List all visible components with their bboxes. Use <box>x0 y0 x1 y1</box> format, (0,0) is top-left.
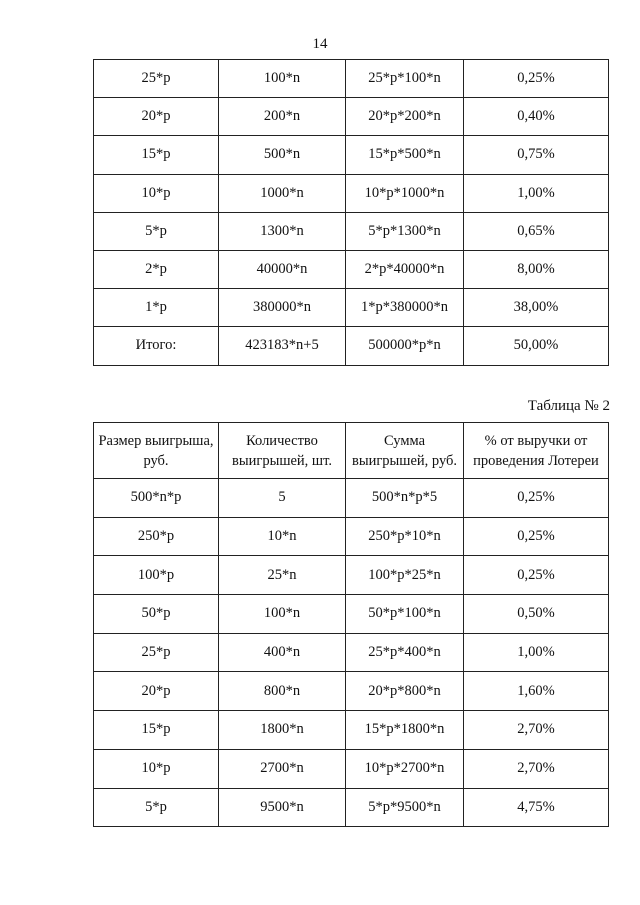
cell-revenue-percent: 38,00% <box>464 289 609 327</box>
cell-prize-size: 10*р <box>94 749 219 788</box>
cell-prize-count: 423183*n+5 <box>219 327 346 365</box>
header-revenue-percent: % от выручки от проведения Лотереи <box>464 423 609 479</box>
cell-revenue-percent: 0,75% <box>464 136 609 174</box>
cell-prize-sum: 500000*р*n <box>346 327 464 365</box>
cell-revenue-percent: 50,00% <box>464 327 609 365</box>
cell-prize-count: 2700*n <box>219 749 346 788</box>
cell-prize-sum: 250*р*10*n <box>346 517 464 556</box>
table-header-row <box>94 423 609 479</box>
prize-table-continued <box>93 59 609 366</box>
cell-prize-sum: 5*р*1300*n <box>346 212 464 250</box>
table-row <box>94 749 609 788</box>
cell-prize-sum: 100*р*25*n <box>346 556 464 595</box>
cell-prize-size: 10*р <box>94 174 219 212</box>
cell-prize-size: 250*р <box>94 517 219 556</box>
cell-revenue-percent: 1,60% <box>464 672 609 711</box>
cell-prize-size: 1*р <box>94 289 219 327</box>
cell-prize-count: 5 <box>219 479 346 518</box>
cell-prize-count: 200*n <box>219 98 346 136</box>
cell-revenue-percent: 2,70% <box>464 711 609 750</box>
cell-prize-sum: 20*р*200*n <box>346 98 464 136</box>
table-row <box>94 136 609 174</box>
cell-prize-sum: 10*р*1000*n <box>346 174 464 212</box>
cell-prize-size: 5*р <box>94 788 219 827</box>
table-row <box>94 212 609 250</box>
table-caption: Таблица № 2 <box>527 398 610 414</box>
prize-table-2-body <box>94 479 609 827</box>
cell-prize-size: 2*р <box>94 250 219 288</box>
cell-prize-sum: 20*р*800*n <box>346 672 464 711</box>
cell-prize-sum: 25*р*400*n <box>346 633 464 672</box>
cell-prize-count: 100*n <box>219 60 346 98</box>
cell-prize-sum: 2*р*40000*n <box>346 250 464 288</box>
cell-prize-sum: 15*р*500*n <box>346 136 464 174</box>
cell-prize-size: 500*n*р <box>94 479 219 518</box>
cell-prize-sum: 50*р*100*n <box>346 595 464 634</box>
cell-prize-size: 5*р <box>94 212 219 250</box>
cell-prize-size: 100*р <box>94 556 219 595</box>
prize-table-2 <box>93 422 609 827</box>
cell-revenue-percent: 0,65% <box>464 212 609 250</box>
cell-revenue-percent: 0,25% <box>464 556 609 595</box>
cell-prize-sum: 15*р*1800*n <box>346 711 464 750</box>
cell-revenue-percent: 4,75% <box>464 788 609 827</box>
cell-prize-count: 1800*n <box>219 711 346 750</box>
cell-prize-size: 20*р <box>94 672 219 711</box>
cell-revenue-percent: 1,00% <box>464 174 609 212</box>
cell-prize-count: 100*n <box>219 595 346 634</box>
cell-prize-count: 25*n <box>219 556 346 595</box>
table-row <box>94 672 609 711</box>
table-row <box>94 250 609 288</box>
cell-prize-sum: 5*р*9500*n <box>346 788 464 827</box>
cell-revenue-percent: 0,25% <box>464 60 609 98</box>
page-number: 14 <box>312 36 328 52</box>
cell-prize-size: 15*р <box>94 136 219 174</box>
cell-prize-count: 500*n <box>219 136 346 174</box>
table-row <box>94 174 609 212</box>
cell-revenue-percent: 0,25% <box>464 517 609 556</box>
cell-revenue-percent: 0,25% <box>464 479 609 518</box>
table-row <box>94 289 609 327</box>
table-row <box>94 711 609 750</box>
cell-revenue-percent: 0,50% <box>464 595 609 634</box>
cell-prize-count: 9500*n <box>219 788 346 827</box>
cell-prize-size: 50*р <box>94 595 219 634</box>
cell-prize-sum: 10*р*2700*n <box>346 749 464 788</box>
header-prize-count: Количество выигрышей, шт. <box>219 423 346 479</box>
cell-prize-count: 1300*n <box>219 212 346 250</box>
table-row <box>94 98 609 136</box>
table-row <box>94 479 609 518</box>
header-prize-size: Размер выигрыша, руб. <box>94 423 219 479</box>
cell-prize-sum: 500*n*р*5 <box>346 479 464 518</box>
table-row <box>94 556 609 595</box>
cell-prize-count: 1000*n <box>219 174 346 212</box>
cell-prize-size: 15*р <box>94 711 219 750</box>
cell-prize-size: 25*р <box>94 633 219 672</box>
table-row <box>94 60 609 98</box>
cell-prize-count: 800*n <box>219 672 346 711</box>
cell-prize-sum: 25*р*100*n <box>346 60 464 98</box>
table-row <box>94 633 609 672</box>
table-row <box>94 788 609 827</box>
cell-prize-count: 380000*n <box>219 289 346 327</box>
cell-prize-size: 25*р <box>94 60 219 98</box>
cell-prize-size: Итого: <box>94 327 219 365</box>
cell-revenue-percent: 2,70% <box>464 749 609 788</box>
header-prize-sum: Сумма выигрышей, руб. <box>346 423 464 479</box>
cell-revenue-percent: 1,00% <box>464 633 609 672</box>
cell-prize-count: 400*n <box>219 633 346 672</box>
table-row <box>94 517 609 556</box>
table-row <box>94 595 609 634</box>
cell-prize-size: 20*р <box>94 98 219 136</box>
cell-prize-sum: 1*р*380000*n <box>346 289 464 327</box>
cell-revenue-percent: 8,00% <box>464 250 609 288</box>
cell-prize-count: 10*n <box>219 517 346 556</box>
cell-prize-count: 40000*n <box>219 250 346 288</box>
table-row <box>94 327 609 365</box>
cell-revenue-percent: 0,40% <box>464 98 609 136</box>
prize-table-continued-body <box>94 60 609 366</box>
